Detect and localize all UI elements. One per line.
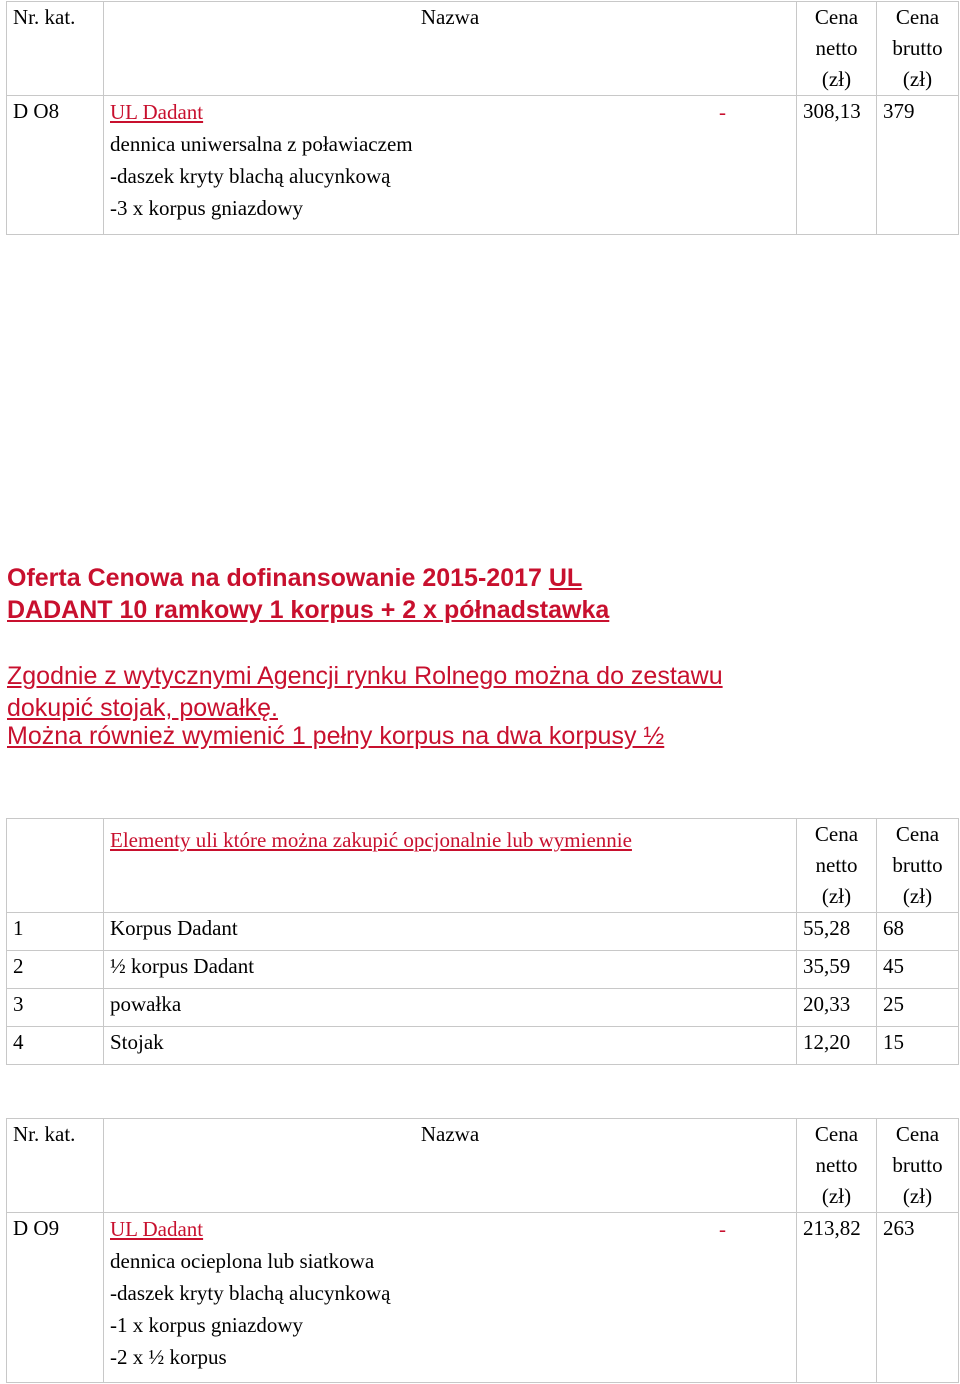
option-name: Stojak <box>104 1027 797 1065</box>
option-nr: 1 <box>7 913 104 951</box>
header-brutto: Cena brutto (zł) <box>877 2 959 96</box>
offer-title <box>7 562 609 626</box>
option-nr: 2 <box>7 951 104 989</box>
product-brutto: 379 <box>877 96 959 235</box>
offer-title-line2: DADANT 10 ramkowy 1 korpus + 2 x półnadstawka <box>7 596 610 624</box>
product-dash: - <box>719 100 726 124</box>
option-name: powałka <box>104 989 797 1027</box>
table-row <box>7 1027 959 1065</box>
option-nr: 4 <box>7 1027 104 1065</box>
header-name: Nazwa <box>104 2 797 96</box>
header-brutto: Cena brutto (zł) <box>877 819 959 913</box>
product-nr: D O8 <box>7 96 104 235</box>
product-dash: - <box>719 1217 726 1241</box>
option-netto: 35,59 <box>797 951 877 989</box>
product-line: -3 x korpus gniazdowy <box>110 196 304 220</box>
product-brutto: 263 <box>877 1213 959 1383</box>
product-netto: 308,13 <box>797 96 877 235</box>
option-brutto: 68 <box>877 913 959 951</box>
option-netto: 20,33 <box>797 989 877 1027</box>
table-row <box>7 96 959 235</box>
option-brutto: 25 <box>877 989 959 1027</box>
option-brutto: 15 <box>877 1027 959 1065</box>
product-title: UL Dadant <box>110 1217 204 1241</box>
product-line: -2 x ½ korpus <box>110 1345 227 1369</box>
option-name: Korpus Dadant <box>104 913 797 951</box>
product-description <box>104 96 797 235</box>
table-row <box>7 951 959 989</box>
table-header-row <box>7 2 959 96</box>
offer-title-ul: UL <box>548 564 583 592</box>
header-empty <box>7 819 104 913</box>
product-line: -daszek kryty blachą alucynkową <box>110 164 391 188</box>
offer-title-text: Oferta Cenowa na dofinansowanie 2015-2017 <box>7 564 542 592</box>
header-name: Nazwa <box>104 1119 797 1213</box>
options-table <box>6 818 959 1065</box>
product-description <box>104 1213 797 1383</box>
header-nr: Nr. kat. <box>7 1119 104 1213</box>
option-name: ½ korpus Dadant <box>104 951 797 989</box>
product-line: dennica uniwersalna z poławiaczem <box>110 132 413 156</box>
offer-note-line3: Można również wymienić 1 pełny korpus na dwa korpusy ½ <box>7 722 665 750</box>
product-line: dennica ocieplona lub siatkowa <box>110 1249 375 1273</box>
options-header-name: Elementy uli które można zakupić opcjonalnie lub wymiennie <box>104 819 797 913</box>
product-netto: 213,82 <box>797 1213 877 1383</box>
header-brutto: Cena brutto (zł) <box>877 1119 959 1213</box>
option-netto: 55,28 <box>797 913 877 951</box>
offer-note <box>7 660 723 752</box>
table-header-row <box>7 1119 959 1213</box>
header-netto: Cena netto (zł) <box>797 2 877 96</box>
product-table-do8 <box>6 1 959 235</box>
product-line: -daszek kryty blachą alucynkową <box>110 1281 391 1305</box>
product-line: -1 x korpus gniazdowy <box>110 1313 304 1337</box>
header-netto: Cena netto (zł) <box>797 1119 877 1213</box>
offer-note-line2: dokupić stojak, powałkę. <box>7 694 278 722</box>
header-nr: Nr. kat. <box>7 2 104 96</box>
table-row <box>7 1213 959 1383</box>
header-netto: Cena netto (zł) <box>797 819 877 913</box>
offer-note-line1: Zgodnie z wytycznymi Agencji rynku Rolnego można do zestawu <box>7 662 723 690</box>
table-header-row <box>7 819 959 913</box>
table-row <box>7 913 959 951</box>
option-brutto: 45 <box>877 951 959 989</box>
product-title: UL Dadant <box>110 100 204 124</box>
option-netto: 12,20 <box>797 1027 877 1065</box>
product-nr: D O9 <box>7 1213 104 1383</box>
product-table-do9 <box>6 1118 959 1383</box>
option-nr: 3 <box>7 989 104 1027</box>
table-row <box>7 989 959 1027</box>
